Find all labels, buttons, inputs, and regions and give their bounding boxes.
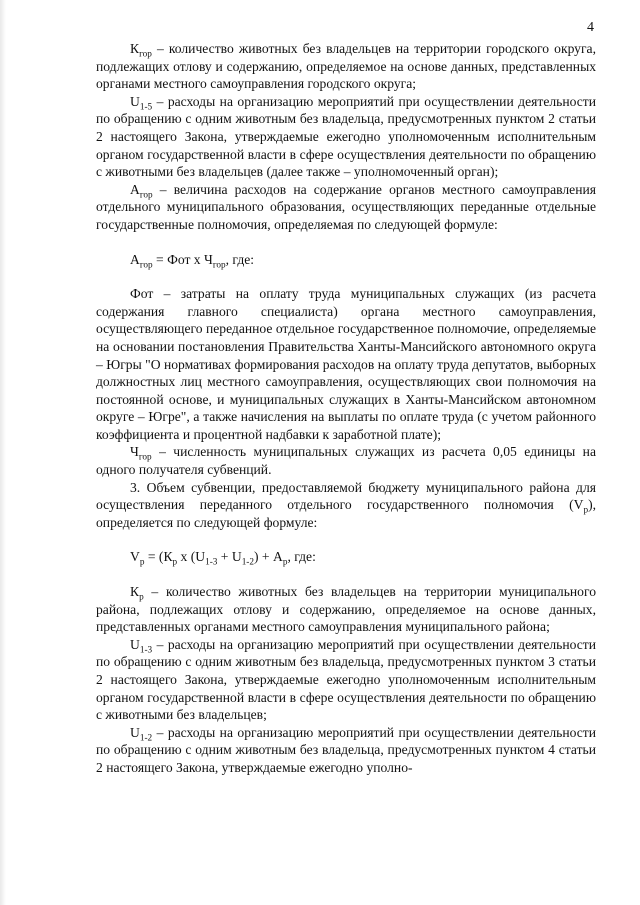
- symbol-subscript: 1-3: [139, 644, 153, 655]
- definition-text: Фот – затраты на оплату труда муниципальных служащих (из расчета содержания главного специалиста) органа местного самоуправления, осуществляющего переданное отдельное государственное полномочие, определяемые на основании постановления Правительства Ханты-Мансийского автономного округа – Югры "О нормативах формирования расходов на оплату труда депутатов, выборных должностных лиц местного самоуправления, осуществляющих свои полномочия на постоянной основе, и муниципальных служащих в Ханты-Мансийском автономном округе – Югре", а также начисления на выплаты по оплате труда (с учетом районного коэффициента и процентной надбавки к заработной плате);: [96, 286, 596, 442]
- symbol-subscript: 1-5: [139, 101, 153, 112]
- page-number: 4: [587, 20, 594, 35]
- symbol-subscript: гор: [139, 48, 152, 59]
- definition-text: – величина расходов на содержание органов местного самоуправления отдельного муниципального образования, осуществляющих переданные отдельные государственные полномочия, определяемая по следующей формуле:: [96, 181, 596, 232]
- definition-u-1-3: [96, 636, 596, 724]
- scan-edge-shadow: [0, 0, 6, 905]
- definition-text: – расходы на организацию мероприятий при осуществлении деятельности по обращению с одним животным без владельца, предусмотренных пунктом 3 статьи 2 настоящего Закона, утверждаемые ежегодно уполномоченным исполнительным органом государственной власти в сфере осуществления деятельности по обращению с животными без владельцев;: [96, 636, 596, 723]
- symbol: U: [130, 724, 140, 740]
- definition-u-1-2: [96, 724, 596, 777]
- symbol: Ч: [130, 444, 139, 460]
- clause-3: 3. Объем субвенции, предоставляемой бюджету муниципального района для осуществления переданного отдельного государственного полномочия $(V_р)$, определяется по следующей формуле:: [96, 479, 596, 530]
- definition-k-r: [96, 583, 596, 636]
- symbol-subscript: 1-2: [139, 732, 153, 743]
- definition-a-gor: [96, 181, 596, 234]
- definition-ch-gor: [96, 443, 596, 478]
- symbol: К: [130, 584, 140, 600]
- definition-k-gor: [96, 40, 596, 93]
- definition-text: – расходы на организацию мероприятий при осуществлении деятельности по обращению с одним животным без владельца, предусмотренных пунктом 4 статьи 2 настоящего Закона, утверждаемые ежегодно уполно-: [96, 724, 596, 775]
- definition-text: – количество животных без владельцев на территории городского округа, подлежащих отлову и содержанию, определяемое на основе данных, представленных органами местного самоуправления городского округа;: [96, 41, 596, 92]
- symbol-subscript: р: [139, 591, 144, 602]
- clause-text: 3. Объем субвенции, предоставляемой бюджету муниципального района для осуществления переданного отдельного государственного полномочия (V: [96, 479, 596, 513]
- definition-text: – расходы на организацию мероприятий при осуществлении деятельности по обращению с одним животным без владельца, предусмотренных пунктом 2 статьи 2 настоящего Закона, утверждаемые ежегодно уполномоченным исполнительным органом государственной власти в сфере осуществления деятельности по обращению с животными без владельцев (далее также – уполномоченный орган);: [96, 93, 596, 180]
- symbol-subscript: гор: [138, 452, 152, 463]
- symbol: А: [130, 181, 140, 197]
- definition-text: – количество животных без владельцев на территории муниципального района, подлежащих отлову и содержанию, определяемое на основе данных, представленных органами местного самоуправления муниципального района;: [96, 584, 596, 635]
- formula-v-r: $V_р = (К_р$ х $(U_{1-3} + U_{1-2}) + А_р$, где:: [130, 549, 316, 568]
- symbol: U: [130, 636, 140, 652]
- definition-fot: [96, 285, 596, 443]
- definition-text: – численность муниципальных служащих из расчета 0,05 единицы на одного получателя субвенций.: [96, 444, 596, 478]
- symbol-subscript: гор: [139, 189, 153, 200]
- document-body: [96, 40, 596, 777]
- symbol: U: [130, 93, 140, 109]
- definition-u-1-5: [96, 93, 596, 181]
- symbol: К: [130, 41, 140, 56]
- formula-a-gor: $А_{гор}$ = Фот х $Ч_{гор}$, где:: [130, 251, 255, 270]
